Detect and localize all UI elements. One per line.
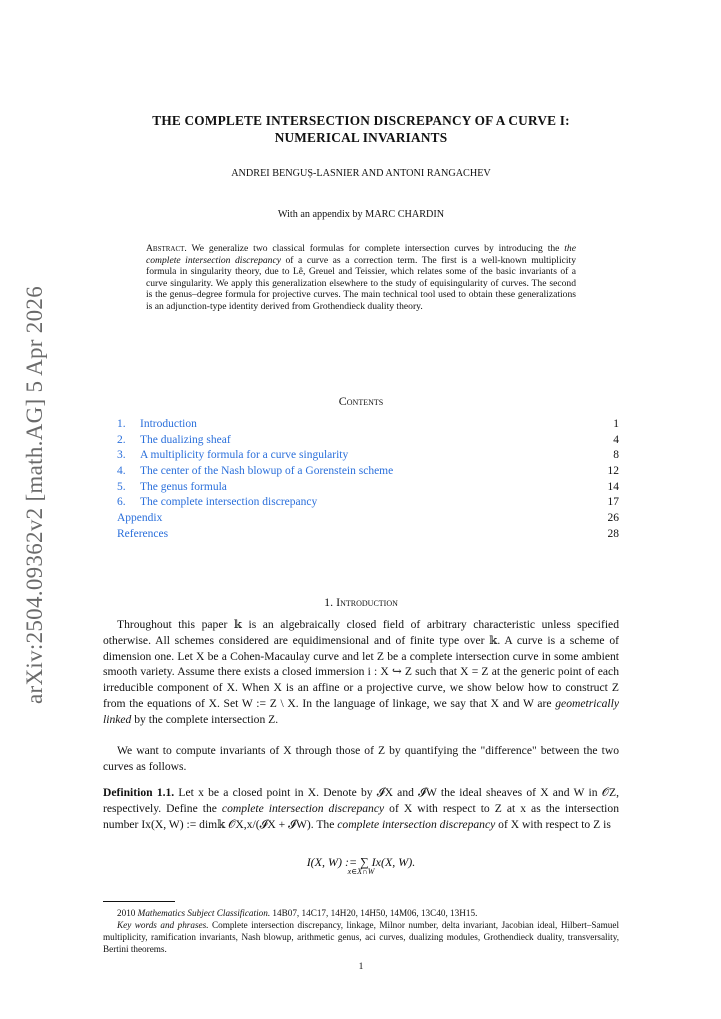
keywords-text: Complete intersection discrepancy, linkage, Milnor number, delta invariant, Jacobian ideal, Hilbert–Samuel multiplicity, ramification invariants, Nash blowup, arithmetic genus, aci curves, dualizing modules, Grothendieck duality, transversality, Bertini theorems.	[103, 920, 619, 954]
display-formula	[103, 855, 619, 876]
toc-page: 17	[607, 496, 619, 509]
toc-entry[interactable]	[117, 495, 619, 511]
msc-heading: Mathematics Subject Classification.	[137, 908, 271, 918]
toc-link[interactable]: The complete intersection discrepancy	[140, 496, 318, 509]
toc-number: 1.	[117, 418, 126, 430]
title-line-2: NUMERICAL INVARIANTS	[274, 130, 448, 145]
abstract-text-a: We generalize two classical formulas for complete intersection curves by introducing the	[186, 243, 565, 254]
abstract-label: Abstract.	[146, 243, 187, 254]
paragraph	[103, 617, 619, 728]
toc-number: 3.	[117, 449, 126, 462]
page-number: 1	[358, 962, 364, 972]
footnote-rule	[103, 901, 175, 902]
abstract-emphasis: the complete intersection discrepancy	[146, 243, 576, 266]
definition-emphasis: complete intersection discrepancy	[221, 801, 385, 815]
toc-link[interactable]: References	[117, 527, 169, 540]
authors: ANDREI BENGUȘ-LASNIER AND ANTONI RANGACHEV	[231, 168, 491, 179]
footnote	[103, 907, 619, 955]
toc-page: 26	[607, 512, 619, 525]
toc-page: 28	[607, 527, 619, 540]
toc-number: 4.	[117, 465, 126, 478]
msc-line	[103, 907, 619, 919]
definition-emphasis: complete intersection discrepancy	[337, 817, 496, 831]
section-heading: 1. Introduction	[324, 595, 398, 609]
contents-title: Contents	[338, 394, 384, 408]
definition-text: of X with respect to Z is	[495, 817, 611, 831]
toc-page: 8	[613, 449, 619, 462]
toc-entry[interactable]	[117, 464, 619, 480]
paragraph-text: Throughout this paper 𝕜 is an algebraically closed field of arbitrary characteristic unless specified otherwise. All schemes considered are equidimensional and of finite type over 𝕜. A curve is a scheme of dimension one. Let X be a Cohen-Macaulay curve and let Z be a complete intersection curve in some ambient smooth variety. Assume there exists a closed immersion i : X ↪ Z such that X = Z at the generic point of each irreducible component of X. When X is an affine or a projective curve, we show below how to construct Z from the equations of X. Set W := Z \ X. In the language of linkage, we say that X and W are	[103, 618, 619, 710]
toc-page: 4	[613, 433, 619, 446]
paragraph-emphasis: geometrically linked	[103, 696, 619, 726]
toc-link[interactable]: The dualizing sheaf	[140, 433, 231, 446]
definition	[103, 785, 619, 832]
abstract-text-b: of a curve as a correction term. The first is a well-known multiplicity formula in singularity theory, due to Lê, Greuel and Teissier, which relates some of the basic invariants of a curve singularity. We apply this generalization elsewhere to the study of equisingularity of curves. The second is the genus–degree formula for projective curves. The main technical tool used to obtain these generalizations is an adjunction-type identity derived from Grothendieck duality theory.	[146, 254, 576, 312]
toc-number: 2.	[117, 433, 126, 446]
toc-entry[interactable]	[117, 417, 619, 433]
definition-label: Definition 1.1.	[103, 786, 175, 799]
toc-link[interactable]: A multiplicity formula for a curve singularity	[140, 449, 349, 462]
paragraph: We want to compute invariants of X through those of Z by quantifying the "difference" between the two curves as follows.	[103, 744, 619, 773]
table-of-contents	[117, 417, 619, 543]
title-line-1: THE COMPLETE INTERSECTION DISCREPANCY OF A CURVE I:	[152, 113, 570, 128]
keywords-heading: Key words and phrases.	[117, 920, 209, 930]
toc-link[interactable]: The genus formula	[140, 480, 227, 493]
msc-label: 2010	[117, 908, 138, 918]
formula-text: I(X, W) := ∑ Ix(X, W).	[306, 855, 416, 869]
toc-number: 5.	[117, 480, 126, 493]
toc-number: 6.	[117, 496, 126, 509]
definition-text: of X with respect to Z at x as the intersection number Ix(X, W) := dim𝕜 𝒪X,x/(𝓘X + 𝓘W). The	[103, 801, 619, 831]
toc-entry[interactable]	[117, 527, 619, 543]
arxiv-id: arXiv:2504.09362v2 [math.AG] 5 Apr 2026	[22, 286, 47, 704]
paragraph-text: by the complete intersection Z.	[131, 712, 279, 726]
definition-text: Let x be a closed point in X. Denote by 𝓘X and 𝓘W the ideal sheaves of X and W in 𝒪Z, respectively. Define the	[103, 786, 620, 815]
toc-entry[interactable]	[117, 433, 619, 449]
arxiv-sidebar	[20, 285, 50, 705]
toc-entry[interactable]	[117, 480, 619, 496]
formula-subscript: x∈X∩W	[347, 867, 375, 876]
appendix-author: With an appendix by MARC CHARDIN	[277, 209, 445, 220]
toc-link[interactable]: Introduction	[140, 418, 197, 430]
toc-entry[interactable]	[117, 448, 619, 464]
paper-title	[103, 112, 619, 146]
toc-link[interactable]: The center of the Nash blowup of a Gorenstein scheme	[140, 465, 394, 478]
msc-codes: 14B07, 14C17, 14H20, 14H50, 14M06, 13C40, 13H15.	[270, 908, 478, 918]
toc-page: 1	[613, 418, 619, 430]
toc-entry[interactable]	[117, 511, 619, 527]
toc-link[interactable]: Appendix	[117, 512, 163, 525]
keywords-line	[103, 919, 619, 955]
toc-page: 12	[607, 465, 619, 478]
abstract	[146, 243, 576, 313]
toc-page: 14	[607, 480, 619, 493]
